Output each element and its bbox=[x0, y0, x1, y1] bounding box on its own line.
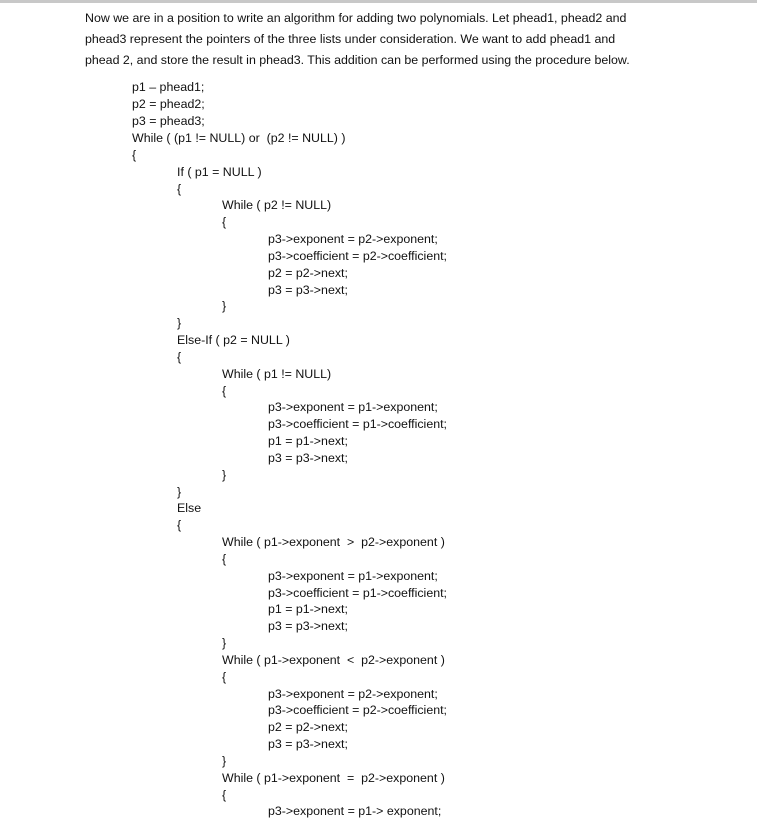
code-line: } bbox=[177, 316, 182, 330]
code-line: p1 = p1->next; bbox=[268, 602, 348, 616]
code-line: } bbox=[222, 299, 227, 313]
code-line: p3->exponent = p2->exponent; bbox=[268, 687, 438, 701]
code-line: p3 = p3->next; bbox=[268, 283, 348, 297]
code-line: Else-If ( p2 = NULL ) bbox=[177, 333, 290, 347]
code-line: While ( p2 != NULL) bbox=[222, 198, 332, 212]
code-line: p3->coefficient = p1->coefficient; bbox=[268, 417, 447, 431]
code-line: p3->exponent = p2->exponent; bbox=[268, 232, 438, 246]
code-line: } bbox=[222, 754, 227, 768]
code-line: { bbox=[222, 384, 227, 398]
code-line: p2 = phead2; bbox=[132, 97, 205, 111]
code-line: p1 – phead1; bbox=[132, 80, 205, 94]
code-line: While ( p1->exponent = p2->exponent ) bbox=[222, 771, 445, 785]
code-line: { bbox=[222, 215, 227, 229]
code-line: While ( p1->exponent < p2->exponent ) bbox=[222, 653, 445, 667]
code-line: p3->coefficient = p2->coefficient; bbox=[268, 703, 447, 717]
code-line: If ( p1 = NULL ) bbox=[177, 165, 262, 179]
code-line: { bbox=[177, 518, 182, 532]
code-line: { bbox=[177, 182, 182, 196]
code-line: While ( p1->exponent > p2->exponent ) bbox=[222, 535, 445, 549]
code-line: p3 = p3->next; bbox=[268, 619, 348, 633]
code-line: p3->coefficient = p2->coefficient; bbox=[268, 249, 447, 263]
code-line: p1 = p1->next; bbox=[268, 434, 348, 448]
code-line: p3->exponent = p1->exponent; bbox=[268, 400, 438, 414]
code-line: p3->exponent = p1->exponent; bbox=[268, 569, 438, 583]
code-line: } bbox=[222, 468, 227, 482]
code-line: Else bbox=[177, 501, 202, 515]
code-line: While ( (p1 != NULL) or (p2 != NULL) ) bbox=[132, 131, 346, 145]
code-line: p3 = phead3; bbox=[132, 114, 205, 128]
code-line: } bbox=[177, 485, 182, 499]
code-line: } bbox=[222, 636, 227, 650]
code-line: { bbox=[222, 552, 227, 566]
code-line: p2 = p2->next; bbox=[268, 266, 348, 280]
code-line: { bbox=[177, 350, 182, 364]
code-line: { bbox=[132, 148, 137, 162]
code-line: While ( p1 != NULL) bbox=[222, 367, 332, 381]
code-line: p2 = p2->next; bbox=[268, 720, 348, 734]
code-line: p3->coefficient = p1->coefficient; bbox=[268, 586, 447, 600]
paragraph-line: phead 2, and store the result in phead3. This addition can be performed using the procedure below. bbox=[85, 53, 630, 67]
paragraph-line: Now we are in a position to write an algorithm for adding two polynomials. Let phead1, phead2 and bbox=[85, 11, 627, 25]
code-line: p3 = p3->next; bbox=[268, 737, 348, 751]
code-line: { bbox=[222, 670, 227, 684]
paragraph-line: phead3 represent the pointers of the three lists under consideration. We want to add phead1 and bbox=[85, 32, 616, 46]
code-line: p3 = p3->next; bbox=[268, 451, 348, 465]
code-line: { bbox=[222, 788, 227, 802]
code-line: p3->exponent = p1-> exponent; bbox=[268, 804, 442, 818]
